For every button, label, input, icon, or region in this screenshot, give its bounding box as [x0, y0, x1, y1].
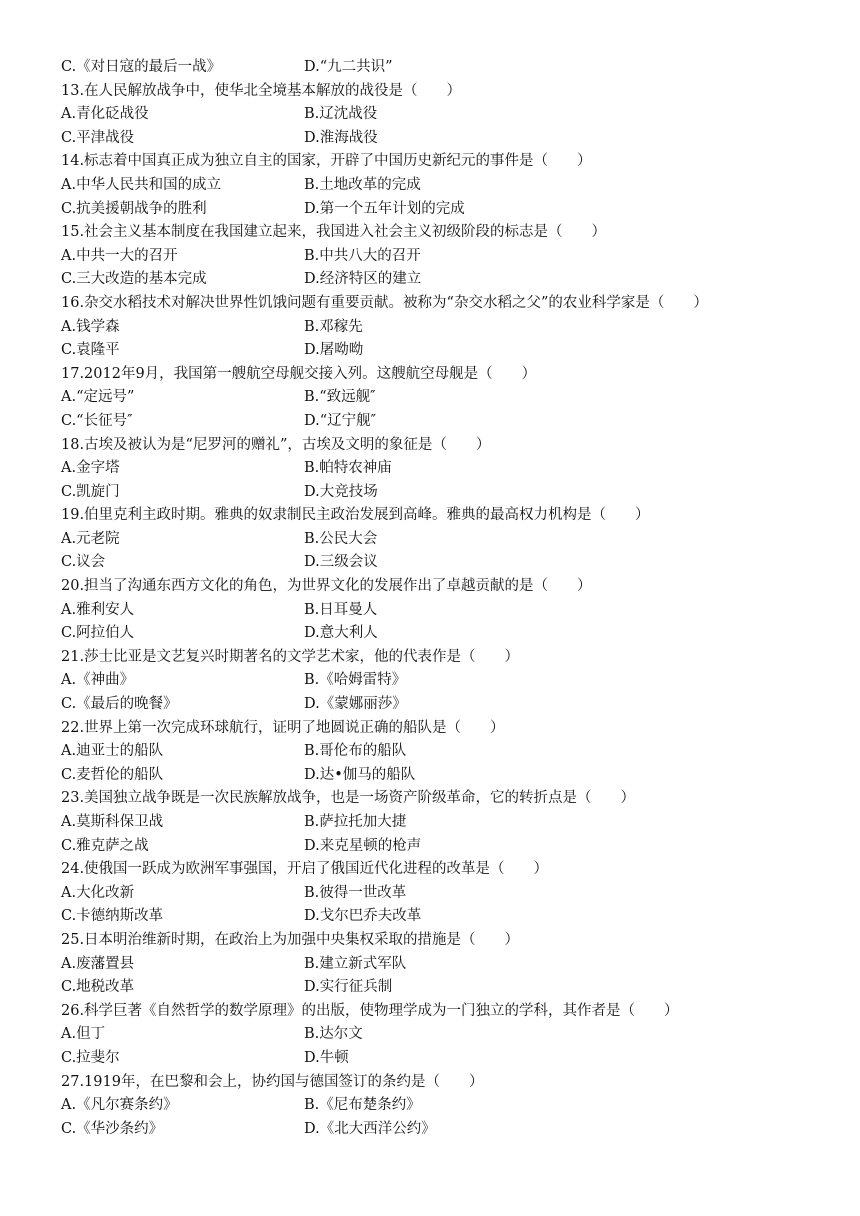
- option-left: C.《最后的晚餐》: [61, 696, 178, 713]
- option-right: B.公民大会: [304, 530, 378, 547]
- option-row: [61, 905, 821, 929]
- option-row: [61, 693, 821, 717]
- option-row: [61, 198, 821, 222]
- option-row: [61, 1047, 821, 1071]
- option-row: [61, 740, 821, 764]
- option-row: [61, 103, 821, 127]
- option-left: A.大化改新: [61, 884, 135, 901]
- option-left: A.中华人民共和国的成立: [61, 176, 222, 193]
- question-stem: 19.伯里克利主政时期。雅典的奴隶制民主政治发展到高峰。雅典的最高权力机构是（ ）: [61, 507, 650, 524]
- question-stem: 16.杂交水稻技术对解决世界性饥饿问题有重要贡献。被称为“杂交水稻之父”的农业科学家是（ ）: [61, 294, 708, 311]
- option-row: [61, 245, 821, 269]
- option-left: C.麦哲伦的船队: [61, 766, 164, 783]
- option-left: C.三大改造的基本完成: [61, 271, 207, 288]
- option-left: C.《华沙条约》: [61, 1120, 164, 1137]
- option-left: C.雅克萨之战: [61, 837, 149, 854]
- option-right: B.“致远舰″: [304, 389, 376, 406]
- option-row: [61, 528, 821, 552]
- option-row: [61, 1118, 821, 1142]
- option-right: D.“九二共识”: [304, 59, 393, 75]
- option-left: A.《神曲》: [61, 672, 135, 689]
- option-row: [61, 835, 821, 859]
- option-right: B.邓稼先: [304, 318, 363, 335]
- option-right: B.萨拉托加大捷: [304, 814, 407, 830]
- option-row: [61, 127, 821, 151]
- option-left: C.阿拉伯人: [61, 625, 135, 642]
- option-left: A.中共一大的召开: [61, 247, 178, 264]
- option-right: D.实行征兵制: [304, 979, 393, 996]
- option-left: A.“定远号”: [61, 389, 135, 406]
- option-row: [61, 410, 821, 434]
- option-row: [61, 174, 821, 198]
- option-left: A.钱学森: [61, 318, 120, 335]
- question-stem: 14.标志着中国真正成为独立自主的国家，开辟了中国历史新纪元的事件是（ ）: [61, 153, 592, 170]
- option-right: B.《尼布楚条约》: [304, 1097, 421, 1114]
- option-right: D.经济特区的建立: [304, 271, 422, 288]
- option-left: A.废藩置县: [61, 955, 135, 972]
- option-right: D.淮海战役: [304, 129, 378, 146]
- option-row: [61, 669, 821, 693]
- option-left: A.青化砭战役: [61, 106, 149, 123]
- question-stem: 24.使俄国一跃成为欧洲军事强国，开启了俄国近代化进程的改革是（ ）: [61, 861, 549, 878]
- option-row: [61, 339, 821, 363]
- option-right: B.达尔文: [304, 1026, 363, 1043]
- option-row: [61, 386, 821, 410]
- option-row: [61, 551, 821, 575]
- option-left: C.平津战役: [61, 129, 135, 146]
- question-stem: 23.美国独立战争既是一次民族解放战争，也是一场资产阶级革命，它的转折点是（ ）: [61, 790, 636, 807]
- option-right: B.中共八大的召开: [304, 247, 421, 264]
- option-right: D.大竞技场: [304, 483, 378, 500]
- option-left: C.抗美援朝战争的胜利: [61, 200, 207, 217]
- question-list: [61, 56, 821, 1141]
- option-left: A.迪亚士的船队: [61, 743, 164, 760]
- option-row: [61, 1023, 821, 1047]
- option-row: [61, 953, 821, 977]
- option-right: D.达•伽马的船队: [304, 766, 416, 783]
- option-right: D.《北大西洋公约》: [304, 1120, 436, 1137]
- question-stem: 21.莎士比亚是文艺复兴时期著名的文学艺术家，他的代表作是（ ）: [61, 648, 520, 665]
- option-left: C.“长征号″: [61, 412, 133, 429]
- option-row: [61, 457, 821, 481]
- option-row: [61, 976, 821, 1000]
- option-right: B.彼得一世改革: [304, 884, 407, 901]
- option-row: [61, 599, 821, 623]
- option-row: [61, 316, 821, 340]
- option-row: [61, 622, 821, 646]
- option-row: [61, 1094, 821, 1118]
- option-right: B.日耳曼人: [304, 601, 378, 618]
- option-row: [61, 811, 821, 835]
- option-right: D.三级会议: [304, 554, 378, 571]
- option-left: C.卡德纳斯改革: [61, 908, 164, 925]
- option-left: C.袁隆平: [61, 342, 120, 359]
- question-stem: 27.1919年，在巴黎和会上，协约国与德国签订的条约是（ ）: [61, 1073, 484, 1090]
- option-left: C.议会: [61, 554, 106, 571]
- option-left: A.金字塔: [61, 460, 120, 477]
- option-left: C.地税改革: [61, 979, 135, 996]
- option-left: C.拉斐尔: [61, 1049, 120, 1066]
- option-right: D.来克星顿的枪声: [304, 837, 422, 854]
- option-left: A.《凡尔赛条约》: [61, 1097, 178, 1114]
- option-right: B.土地改革的完成: [304, 176, 421, 193]
- option-left: C.凯旋门: [61, 483, 120, 500]
- question-stem: 22.世界上第一次完成环球航行，证明了地圆说正确的船队是（ ）: [61, 719, 505, 736]
- question-stem: 18.古埃及被认为是“尼罗河的赠礼”，古埃及文明的象征是（ ）: [61, 436, 491, 453]
- option-row: [61, 481, 821, 505]
- option-right: B.帕特农神庙: [304, 460, 392, 477]
- option-row: [61, 56, 821, 80]
- question-stem: 20.担当了沟通东西方文化的角色，为世界文化的发展作出了卓越贡献的是（ ）: [61, 578, 592, 595]
- option-right: B.《哈姆雷特》: [304, 672, 407, 689]
- option-right: B.建立新式军队: [304, 955, 407, 972]
- option-right: D.意大利人: [304, 625, 378, 642]
- question-stem: 15.社会主义基本制度在我国建立起来，我国进入社会主义初级阶段的标志是（ ）: [61, 224, 607, 241]
- option-right: D.《蒙娜丽莎》: [304, 696, 407, 713]
- option-right: D.戈尔巴乔夫改革: [304, 908, 422, 925]
- option-right: D.牛顿: [304, 1049, 349, 1066]
- option-left: A.元老院: [61, 530, 120, 547]
- question-stem: 17.2012年9月，我国第一艘航空母舰交接入列。这艘航空母舰是（ ）: [61, 365, 537, 382]
- question-stem: 13.在人民解放战争中，使华北全境基本解放的战役是（ ）: [61, 82, 462, 99]
- option-left: A.雅利安人: [61, 601, 135, 618]
- option-right: D.屠呦呦: [304, 342, 364, 359]
- option-left: A.莫斯科保卫战: [61, 814, 164, 830]
- option-right: D.“辽宁舰″: [304, 412, 377, 429]
- question-stem: 26.科学巨著《自然哲学的数学原理》的出版，使物理学成为一门独立的学科，其作者是（ ）: [61, 1002, 679, 1019]
- question-stem: 25.日本明治维新时期，在政治上为加强中央集权采取的措施是（ ）: [61, 931, 520, 948]
- option-left: C.《对日寇的最后一战》: [61, 59, 222, 75]
- option-right: D.第一个五年计划的完成: [304, 200, 465, 217]
- option-left: A.但丁: [61, 1026, 106, 1043]
- option-row: [61, 764, 821, 788]
- option-row: [61, 268, 821, 292]
- option-row: [61, 882, 821, 906]
- option-right: B.辽沈战役: [304, 106, 378, 123]
- option-right: B.哥伦布的船队: [304, 743, 407, 760]
